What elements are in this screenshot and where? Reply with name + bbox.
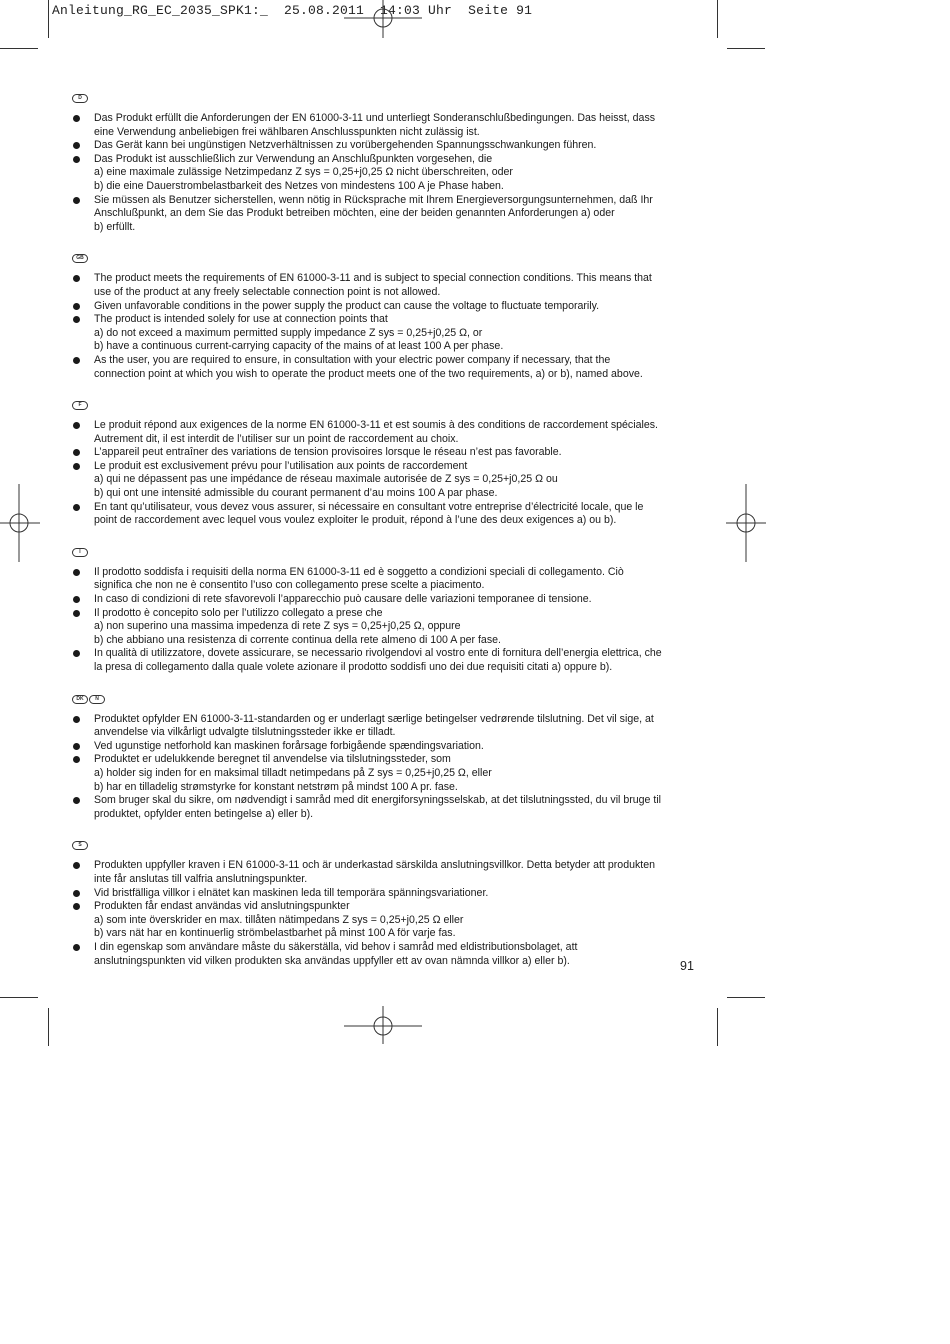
list-item: [72, 300, 698, 314]
list-item: [72, 501, 698, 528]
document-body: [72, 94, 698, 988]
language-section: [72, 401, 698, 528]
list-item-line: In caso di condizioni di rete sfavorevoli l’apparecchio può causare delle variazioni temporanee di tensione.: [94, 593, 592, 606]
list-item-line: Vid bristfälliga villkor i elnätet kan maskinen leda till temporära spänningsvariationer.: [94, 886, 489, 899]
language-badge: DK: [72, 695, 88, 704]
list-item: [72, 566, 698, 593]
list-item-line: a) holder sig inden for en maksimal tilladt netimpedans på Z sys = 0,25+j0,25 Ω, eller: [94, 766, 492, 779]
crop-mark: [717, 1008, 718, 1046]
list-item-line: a) do not exceed a maximum permitted supply impedance Z sys = 0,25+j0,25 Ω, or: [94, 326, 483, 339]
list-item-line: a) non superino una massima impedenza di rete Z sys = 0,25+j0,25 Ω, oppure: [94, 620, 461, 633]
list-item-line: b) have a continuous current-carrying capacity of the mains of at least 100 A per phase.: [94, 340, 504, 353]
print-slug-header: Anleitung_RG_EC_2035_SPK1:_ 25.08.2011 14:03 Uhr Seite 91: [52, 3, 533, 18]
language-section: [72, 548, 698, 675]
language-section: [72, 841, 698, 968]
list-item: [72, 419, 698, 446]
list-item-line: b) die eine Dauerstrombelastbarkeit des Netzes von mindestens 100 A je Phase haben.: [94, 179, 504, 192]
language-section: [72, 695, 698, 822]
list-item-line: eine Verwendung anbeliebigen frei wählbaren Anschlusspunkten nicht zulässig ist.: [94, 125, 480, 138]
list-item-line: Produkten uppfyller kraven i EN 61000-3-11 och är underkastad särskilda anslutningsvillkor. Detta betyder att produkten: [94, 859, 655, 872]
list-item-line: L’appareil peut entraîner des variations de tension provisoires lorsque le réseau n’est pas favorable.: [94, 446, 562, 459]
list-item-line: point de raccordement avec lequel vous voulez exploiter le produit, répond à l’une des deux exigences a) ou b).: [94, 514, 617, 527]
list-item-line: Anschlußpunkt, an dem Sie das Produkt betreiben möchten, eine der beiden genannten Anforderungen a) oder: [94, 207, 615, 220]
list-item-line: b) che abbiano una resistenza di corrente continua della rete almeno di 100 A per fase.: [94, 633, 501, 646]
list-item-line: inte får anslutas till valfria anslutningspunkter.: [94, 872, 308, 885]
list-item-line: Produkten får endast användas vid anslutningspunkter: [94, 900, 350, 913]
list-item-line: connection point at which you wish to operate the product meets one of the two requirements, a) or b), named above.: [94, 367, 643, 380]
bullet-list: [72, 566, 698, 675]
language-badge-row: [72, 401, 698, 419]
list-item: [72, 272, 698, 299]
language-badge: F: [72, 401, 88, 410]
bullet-list: [72, 272, 698, 381]
list-item: [72, 859, 698, 886]
list-item: [72, 753, 698, 794]
list-item-line: produktet, opfylder enten betingelse a) eller b).: [94, 807, 314, 820]
language-badge: GB: [72, 254, 88, 263]
list-item: [72, 112, 698, 139]
language-badge-row: [72, 841, 698, 859]
language-badge-row: [72, 548, 698, 566]
list-item: [72, 593, 698, 607]
registration-mark-right: [726, 484, 766, 562]
language-badge: N: [89, 695, 105, 704]
list-item-line: use of the product at any freely selectable connection point is not allowed.: [94, 285, 441, 298]
bullet-list: [72, 419, 698, 528]
registration-mark-top: [344, 0, 422, 38]
list-item-line: significa che non ne è consentito l’uso con collegamento prese scelte a piacimento.: [94, 579, 485, 592]
language-badge: D: [72, 94, 88, 103]
list-item-line: Il prodotto è concepito solo per l’utilizzo collegato a prese che: [94, 606, 383, 619]
list-item-line: la presa di collegamento dalla quale volete azionare il prodotto soddisfi uno dei due requisiti citati a) oppure b).: [94, 661, 613, 673]
list-item: [72, 313, 698, 354]
list-item: [72, 139, 698, 153]
list-item-line: As the user, you are required to ensure, in consultation with your electric power company if necessary, that the: [94, 353, 611, 366]
registration-mark-left: [0, 484, 40, 562]
list-item: [72, 887, 698, 901]
list-item-line: En tant qu’utilisateur, vous devez vous assurer, si nécessaire en consultant votre entreprise d’électricité locale, que le: [94, 500, 644, 513]
crop-mark: [727, 997, 765, 998]
list-item: [72, 900, 698, 941]
list-item-line: anslutningspunkten vid vilken produkten ska användas uppfyller ett av ovan nämnda villkor a) eller b).: [94, 954, 570, 967]
crop-mark: [0, 997, 38, 998]
list-item: [72, 607, 698, 648]
list-item-line: a) som inte överskrider en max. tillåten nätimpedans Z sys = 0,25+j0,25 Ω eller: [94, 913, 464, 926]
list-item-line: Das Produkt ist ausschließlich zur Verwendung an Anschlußpunkten vorgesehen, die: [94, 152, 493, 165]
list-item: [72, 740, 698, 754]
list-item-line: The product is intended solely for use at connection points that: [94, 313, 388, 326]
list-item: [72, 194, 698, 235]
list-item-line: Produktet opfylder EN 61000-3-11-standarden og er underlagt særlige betingelser vedrørende tilslutning. Det vil sige, at: [94, 712, 654, 725]
list-item-line: Autrement dit, il est interdit de l’utiliser sur un point de raccordement au choix.: [94, 432, 459, 445]
list-item: [72, 460, 698, 501]
list-item: [72, 354, 698, 381]
language-badge-row: [72, 94, 698, 112]
list-item-line: Ved ugunstige netforhold kan maskinen forårsage forbigående spændingsvariation.: [94, 739, 484, 752]
list-item: [72, 794, 698, 821]
page-number: 91: [680, 959, 694, 973]
list-item-line: b) erfüllt.: [94, 220, 136, 233]
crop-mark: [0, 48, 38, 49]
list-item: [72, 941, 698, 968]
list-item-line: Das Produkt erfüllt die Anforderungen der EN 61000-3-11 und unterliegt Sonderanschlußbedingungen. Das heisst, dass: [94, 112, 656, 124]
list-item-line: a) eine maximale zulässige Netzimpedanz Z sys = 0,25+j0,25 Ω nicht überschreiten, oder: [94, 166, 513, 179]
list-item-line: b) har en tilladelig strømstyrke for konstant netstrøm på mindst 100 A pr. fase.: [94, 780, 458, 793]
language-badge-row: [72, 254, 698, 272]
list-item-line: In qualità di utilizzatore, dovete assicurare, se necessario rivolgendovi al vostro ente di fornitura dell’energia elettrica, che: [94, 647, 662, 660]
list-item-line: b) vars nät har en kontinuerlig strömbelastbarhet på minst 100 A för varje fas.: [94, 927, 456, 940]
language-badge: I: [72, 548, 88, 557]
list-item-line: anvendelse via vilkårligt udvalgte tilslutningssteder ikke er tilladt.: [94, 726, 396, 739]
list-item-line: Il prodotto soddisfa i requisiti della norma EN 61000-3-11 ed è soggetto a condizioni speciali di collegamento. Ciò: [94, 565, 624, 578]
list-item-line: I din egenskap som användare måste du säkerställa, vid behov i samråd med eldistributionsbolaget, att: [94, 940, 578, 953]
list-item-line: Given unfavorable conditions in the power supply the product can cause the voltage to fluctuate temporarily.: [94, 299, 600, 312]
list-item-line: Produktet er udelukkende beregnet til anvendelse via tilslutningssteder, som: [94, 753, 451, 766]
list-item-line: Le produit est exclusivement prévu pour l’utilisation aux points de raccordement: [94, 459, 468, 472]
list-item: [72, 153, 698, 194]
list-item: [72, 713, 698, 740]
crop-mark: [727, 48, 765, 49]
bullet-list: [72, 713, 698, 822]
language-badge-row: [72, 695, 698, 713]
language-section: [72, 254, 698, 381]
list-item-line: Le produit répond aux exigences de la norme EN 61000-3-11 et est soumis à des conditions de raccordement spéciales.: [94, 419, 658, 432]
crop-mark: [717, 0, 718, 38]
language-badge: S: [72, 841, 88, 850]
list-item-line: Sie müssen als Benutzer sicherstellen, wenn nötig in Rücksprache mit Ihrem Energieversorgungsunternehmen, daß Ihr: [94, 193, 653, 206]
bullet-list: [72, 859, 698, 968]
list-item-line: The product meets the requirements of EN 61000-3-11 and is subject to special connection conditions. This means that: [94, 272, 652, 285]
crop-mark: [48, 1008, 49, 1046]
list-item: [72, 647, 698, 674]
list-item-line: a) qui ne dépassent pas une impédance de réseau maximale autorisée de Z sys = 0,25+j0,25 Ω ou: [94, 473, 558, 486]
language-section: [72, 94, 698, 234]
registration-mark-bottom: [344, 1006, 422, 1044]
bullet-list: [72, 112, 698, 234]
crop-mark: [48, 0, 49, 38]
list-item-line: Som bruger skal du sikre, om nødvendigt i samråd med dit energiforsyningsselskab, at det tilslutningssted, du vil bruge til: [94, 794, 662, 807]
list-item: [72, 446, 698, 460]
list-item-line: Das Gerät kann bei ungünstigen Netzverhältnissen zu vorübergehenden Spannungsschwankungen führen.: [94, 139, 597, 152]
list-item-line: b) qui ont une intensité admissible du courant permanent d’au moins 100 A par phase.: [94, 487, 498, 500]
